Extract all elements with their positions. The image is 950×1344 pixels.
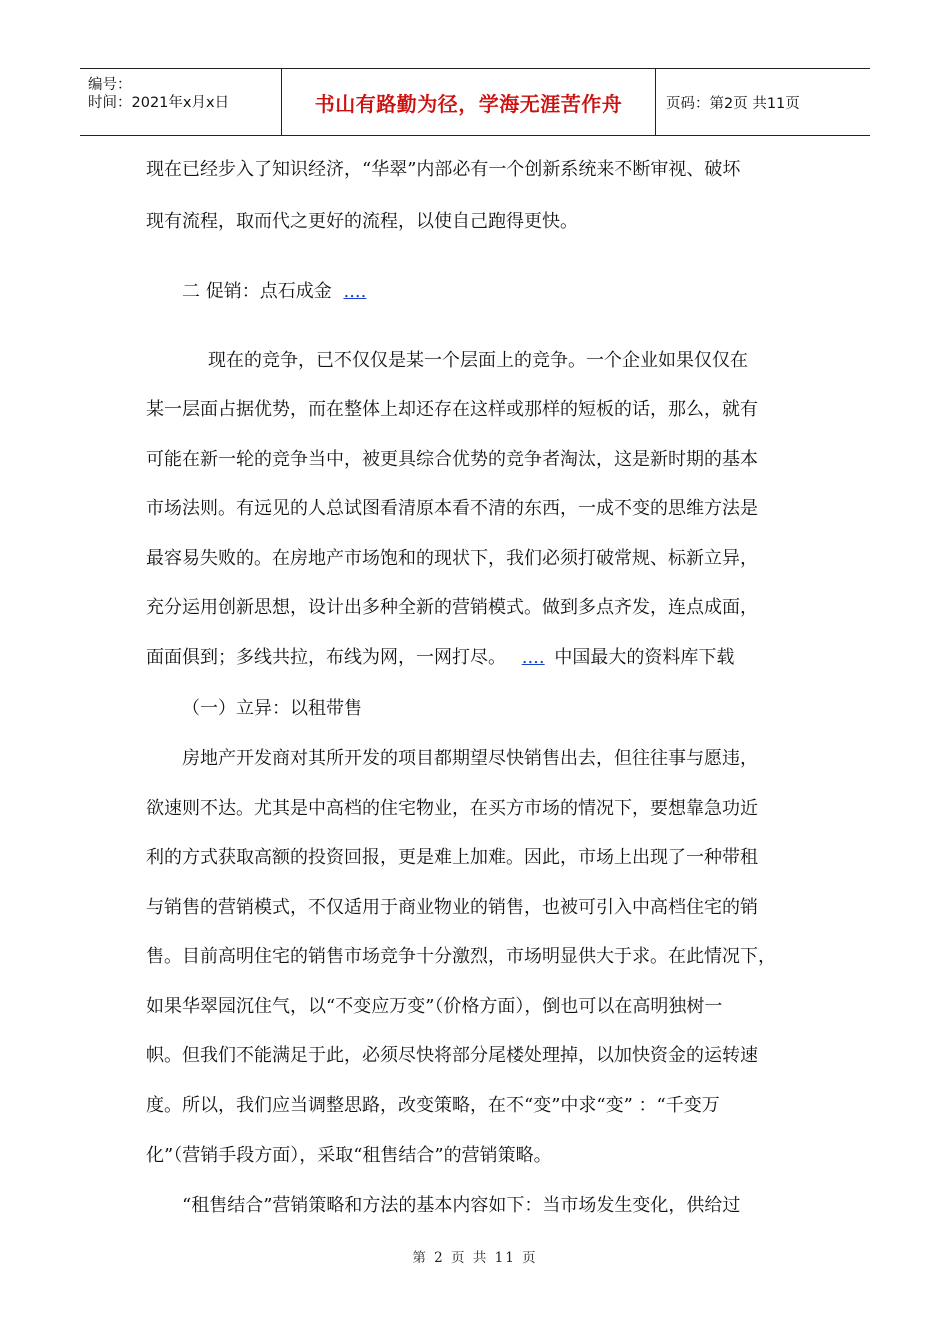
footer-page-number: 第 2 页 共 11 页: [412, 1250, 538, 1266]
section-heading: [182, 281, 366, 303]
paragraph-line: 售。目前高明住宅的销售市场竞争十分激烈，市场明显供大于求。在此情况下，: [146, 946, 776, 967]
paragraph-line: 度。所以，我们应当调整思路，改变策略，在不“变”中求“变” ：“千变万: [146, 1095, 720, 1116]
paragraph-line: 充分运用创新思想，设计出多种全新的营销模式。做到多点齐发，连点成面，: [146, 597, 758, 618]
download-note: 中国最大的资料库下载: [554, 647, 735, 668]
paragraph-line: 帜。但我们不能满足于此，必须尽快将部分尾楼处理掉，以加快资金的运转速: [146, 1045, 758, 1066]
page-info: 页码：第2页 共11页: [666, 95, 800, 112]
paragraph-line: 现在已经步入了知识经济，“华翠”内部必有一个创新系统来不断审视、破坏: [146, 159, 741, 180]
paragraph-line: 某一层面占据优势，而在整体上却还存在这样或那样的短板的话，那么，就有: [146, 399, 758, 420]
paragraph-line: 如果华翠园沉住气，以“不变应万变”（价格方面），倒也可以在高明独树一: [146, 996, 723, 1017]
paragraph-line: 利的方式获取高额的投资回报，更是难上加难。因此，市场上出现了一种带租: [146, 847, 758, 868]
motto-text: 书山有路勤为径，学海无涯苦作舟: [314, 91, 623, 116]
page-footer: [0, 1246, 950, 1266]
paragraph-line: 现有流程，取而代之更好的流程，以使自己跑得更快。: [146, 211, 578, 232]
paragraph-line: 市场法则。有远见的人总试图看清原本看不清的东西，一成不变的思维方法是: [146, 498, 758, 519]
serial-label: 编号：: [88, 77, 132, 93]
subsection-heading: （一）立异：以租带售: [182, 698, 362, 719]
paragraph-line: 可能在新一轮的竞争当中，被更具综合优势的竞争者淘汰，这是新时期的基本: [146, 449, 758, 470]
paragraph-line-with-link: [146, 647, 734, 669]
ellipsis-link[interactable]: ....: [521, 647, 545, 668]
paragraph-text: 面面俱到；多线共拉，布线为网，一网打尽。: [146, 647, 506, 668]
header-meta-cell: [80, 69, 282, 135]
paragraph-line: 化”（营销手段方面），采取“租售结合”的营销策略。: [146, 1145, 552, 1166]
header-motto-cell: [282, 69, 656, 135]
paragraph-line: “租售结合”营销策略和方法的基本内容如下：当市场发生变化，供给过: [182, 1195, 741, 1216]
paragraph-line: 房地产开发商对其所开发的项目都期望尽快销售出去，但往往事与愿违，: [182, 748, 758, 769]
time-label: 时间：2021年x月x日: [88, 95, 230, 111]
page-header: [80, 68, 870, 136]
ellipsis-link[interactable]: ....: [343, 281, 367, 302]
section-heading-text: 二 促销：点石成金: [182, 281, 332, 302]
header-page-cell: [656, 69, 870, 135]
paragraph-line: 现在的竞争，已不仅仅是某一个层面上的竞争。一个企业如果仅仅在: [208, 350, 748, 371]
paragraph-line: 欲速则不达。尤其是中高档的住宅物业，在买方市场的情况下，要想靠急功近: [146, 798, 758, 819]
paragraph-line: 与销售的营销模式，不仅适用于商业物业的销售，也被可引入中高档住宅的销: [146, 897, 758, 918]
paragraph-line: 最容易失败的。在房地产市场饱和的现状下，我们必须打破常规、标新立异，: [146, 548, 758, 569]
